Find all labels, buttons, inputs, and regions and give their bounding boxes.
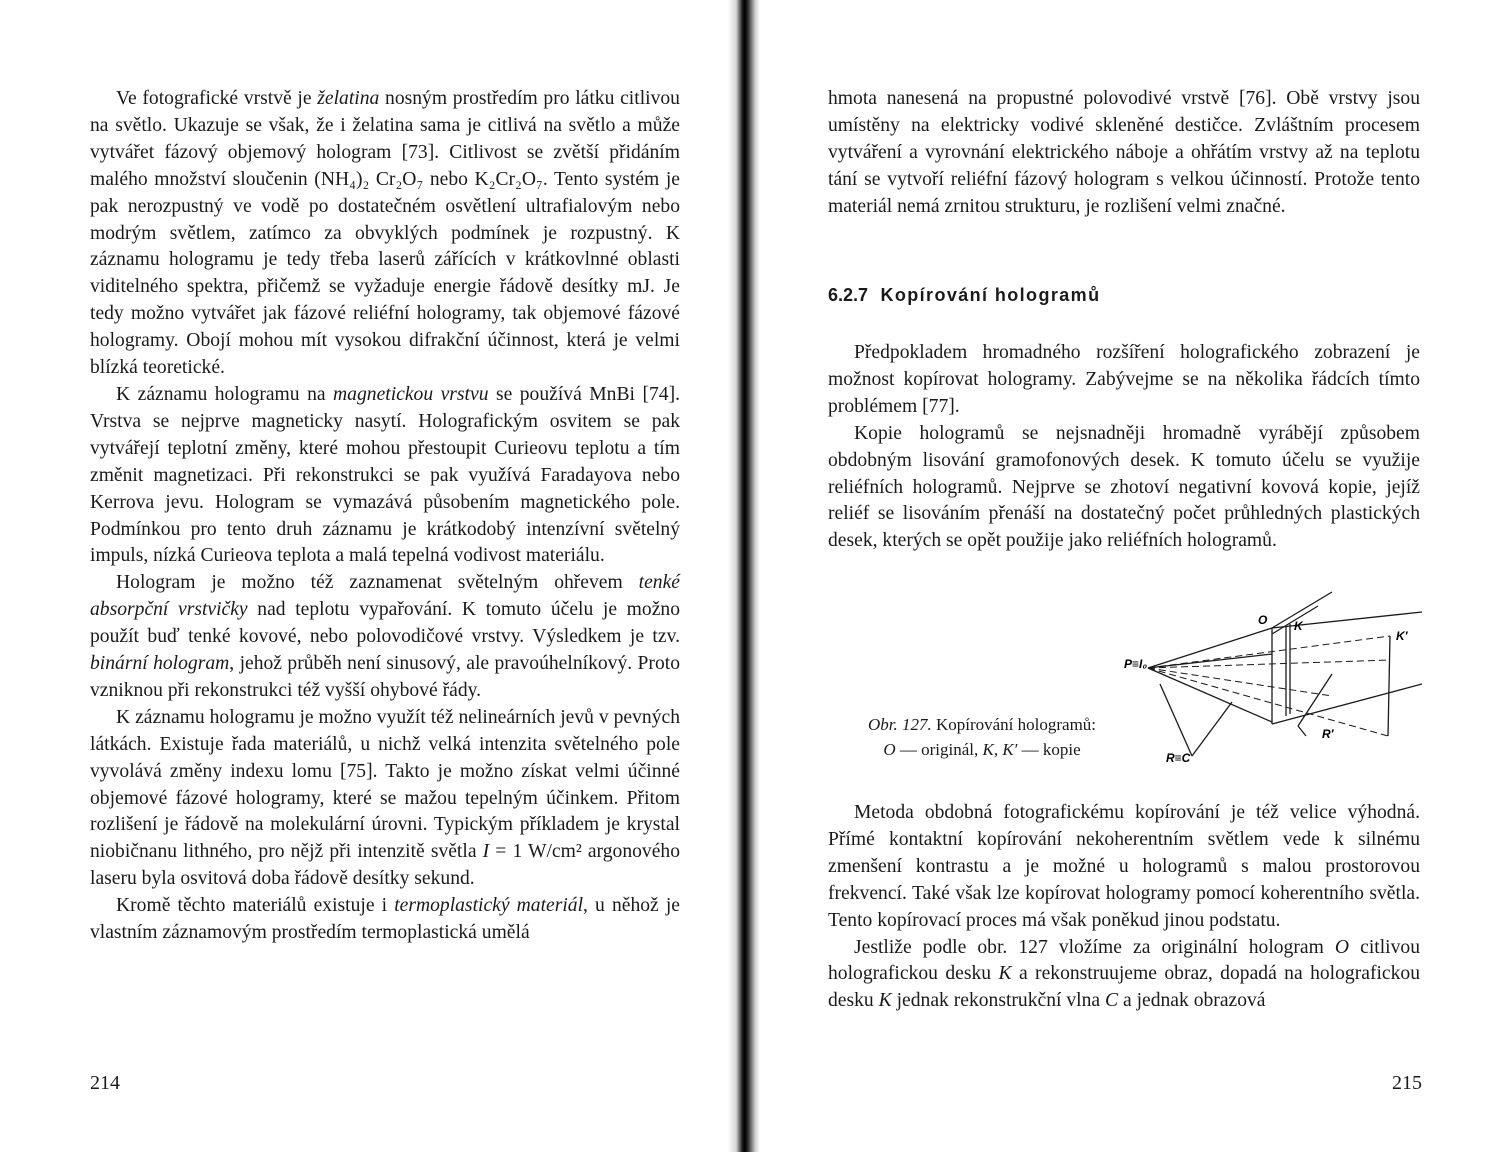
text-run: Metoda obdobná fotografickému kopírování je též velice výhodná. Přímé kontaktní kopírování nekoherentním světlem vede k silnému zmenšení kontrastu a je možné u hologramů s malou prostorovou frekvencí. Také však lze kopírovat hologramy pomocí koherentního světla. Tento kopírovací proces má však poněkud jinou podstatu.: [828, 802, 1420, 931]
label-O: O: [1258, 613, 1268, 627]
text-run: se používá MnBi [74]. Vrstva se nejprve magneticky nasytí. Holografickým osvitem se pak vytvářejí teplotní změny, které mohou přestoupit Curieovu teplotu a tím změnit magnetizaci. Při rekonstrukci se pak využívá Faradayova nebo Kerrova jevu. Hologram se vymazává působením magnetického pole. Podmínkou pro tento druh záznamu je krátkodobý intenzívní světelný impuls, nízká Curieova teplota a malá tepelná vodivost materiálu.: [90, 383, 680, 567]
italic-term: tenké absorpční vrstvičky: [90, 572, 680, 621]
text-run: Jestliže podle obr. 127 vložíme za originální hologram: [854, 936, 1335, 958]
right-page-bottom-text: [828, 800, 1420, 1015]
text-run: a jednak obrazová: [1118, 990, 1266, 1012]
section-heading: [828, 285, 1100, 306]
left-page-text: [90, 86, 680, 947]
figure-caption: [832, 712, 1132, 762]
caption-K: K, K′: [982, 740, 1018, 759]
text-run: Kromě těchto materiálů existuje i: [116, 895, 395, 917]
section-text: [828, 340, 1420, 555]
label-K-prime: K′: [1396, 629, 1408, 643]
text-run: , jehož průběh není sinusový, ale pravoúhelníkový. Proto vzniknou při rekonstrukci též vyšší ohybové řády.: [90, 653, 680, 701]
page-number-left: 214: [90, 1072, 120, 1094]
book-gutter: [728, 0, 760, 1152]
text-run: K záznamu hologramu je možno využít též nelineárních jevů v pevných látkách. Existuje řada materiálů, u nichž velká intenzita světelného pole vyvolává změny indexu lomu [75]. Takto je možno získat velmi účinné objemové fázové hologramy, které se mažou tepelným účinkem. Přitom rozlišení je řádově na molekulární úrovni. Typickým příkladem je krystal niobičnanu lithného, pro nějž při intenzitě světla: [90, 706, 680, 863]
italic-term: K: [998, 963, 1012, 985]
paragraph: Předpokladem hromadného rozšíření holografického zobrazení je možnost kopírovat hologramy. Zabývejme se na několika řádcích tímto problémem [77].: [828, 342, 1420, 417]
paragraph: [90, 382, 680, 570]
italic-term: I: [482, 841, 490, 863]
right-page-top-text: [828, 86, 1420, 221]
text-run: citlivou holografickou desku: [828, 936, 1420, 985]
text-run: Ve fotografické vrstvě je: [116, 88, 318, 109]
paragraph: [90, 86, 680, 382]
caption-O: O: [883, 740, 896, 759]
paragraph: [828, 935, 1420, 1016]
paragraph: [90, 570, 680, 705]
italic-term: binární hologram: [90, 653, 230, 675]
text-run: nosným prostředím pro látku citlivou na světlo. Ukazuje se však, že i želatina sama je citlivá na světlo a může vytvářet fázový objemový hologram [73]. Citlivost se zvětší přidáním malého množství sloučenin (NH₄)₂ Cr₂O₇ nebo K₂Cr₂O₇. Tento systém je pak nerozpustný ve vodě po dostatečném osvětlení ultrafialovým nebo modrým světlem, zatímco za obvyklých podmínek je rozpustný. K záznamu hologramu je tedy třeba laserů zářících v krátkovlnné oblasti viditelného spektra, přičemž se vyžaduje energie řádově desítky mJ. Je tedy možno vytvářet jak fázové reliéfní hologramy, tak objemové fázové hologramy. Obojí mohou mít vysokou difrakční účinnost, která je velmi blízká teoretické.: [90, 88, 680, 379]
page-number-right: 215: [1392, 1072, 1422, 1094]
text-run: Hologram je možno též zaznamenat světelným ohřevem: [116, 572, 639, 594]
paragraph: [90, 705, 680, 893]
paragraph: [90, 893, 680, 947]
label-R-prime: R′: [1322, 727, 1334, 741]
italic-term: magnetickou vrstvu: [333, 383, 489, 405]
italic-term: želatina: [317, 88, 380, 109]
paragraph: [828, 800, 1420, 935]
text-run: a rekonstruujeme obraz, dopadá na holografickou desku: [828, 963, 1420, 1012]
text-run: = 1 W/cm² argonového laseru byla osvitová doba řádově desítky sekund.: [90, 841, 680, 890]
left-page: [0, 0, 728, 1152]
section-title: Kopírování hologramů: [880, 285, 1101, 305]
text-run: jednak rekonstrukční vlna: [891, 990, 1105, 1012]
label-P-I: P≡I₀: [1124, 657, 1148, 671]
hologram-copy-diagram: [1122, 588, 1422, 778]
italic-term: C: [1105, 990, 1119, 1012]
italic-term: O: [1334, 936, 1350, 958]
italic-term: termoplastický materiál: [394, 895, 584, 917]
paragraph: Kopie hologramů se nejsnadněji hromadně vyrábějí způsobem obdobným lisování gramofonových desek. K tomuto účelu se využije reliéfních hologramů. Nejprve se zhotoví negativní kovová kopie, jejíž reliéf se lisováním přenáší na dostatečný počet průhledných plastických desek, kterých se opět použije jako reliéfních hologramů.: [828, 422, 1420, 552]
text-run: K záznamu hologramu na: [116, 383, 334, 405]
text-run: nad teplotu vypařování. K tomuto účelu je možno použít buď tenké kovové, nebo polovodičové vrstvy. Výsledkem je tzv.: [90, 599, 680, 648]
section-number: 6.2.7: [828, 285, 869, 305]
right-page: [760, 0, 1506, 1152]
label-R-C: R≡C: [1166, 751, 1191, 765]
text-run: , u něhož je vlastním záznamovým prostředím termoplastická umělá: [90, 895, 680, 944]
caption-text-b: — kopie: [1017, 740, 1081, 759]
label-K: K: [1294, 619, 1303, 633]
figure-title: Kopírování hologramů:: [931, 715, 1097, 734]
paragraph: hmota nanesená na propustné polovodivé vrstvě [76]. Obě vrstvy jsou umístěny na elektricky vodivé skleněné destičce. Zvláštním procesem vytváření a vyrovnání elektrického náboje a ohřátím vrstvy až na teplotu tání se vytvoří reliéfní fázový hologram s velkou účinností. Protože tento materiál nemá zrnitou strukturu, je rozlišení velmi značné.: [828, 88, 1420, 217]
figure-label: Obr. 127.: [867, 715, 932, 734]
italic-term: K: [878, 990, 892, 1012]
caption-text-a: — originál,: [895, 740, 983, 759]
